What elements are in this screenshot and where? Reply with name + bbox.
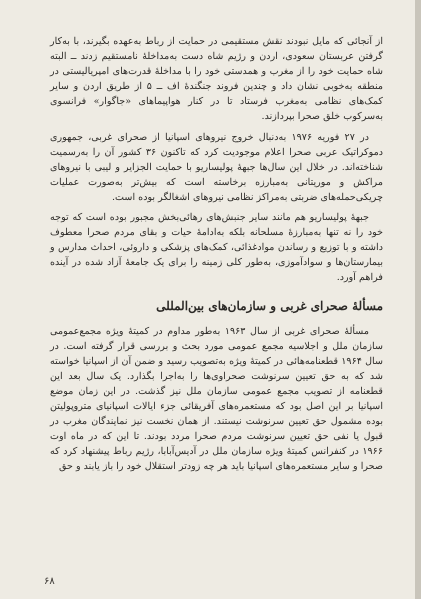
paragraph-1: از آنجائی که مایل نبودند نقش مستقیمی در حمایت از رباط به‌عهده بگیرند، با به‌کار گرفتن عربستان سعودی، اردن و رژیم شاه دست به‌مداخلهٔ نامستقیم زدند ــ البته شاه حمایت خود را از مغرب و همدستی خود را با مداخلهٔ قدرت‌های امپریالیستی در منطقه به‌خوبی نشان داد و چندین فروند جنگندهٔ اف ــ ۵ از طریق اردن و سایر کمک‌های نظامی به‌مغرب فرستاد تا در کنار هواپیماهای «جاگوار» فرانسوی به‌سرکوب خلق صحرا بپردازند. xyxy=(50,36,384,123)
page-body xyxy=(50,34,383,474)
paragraph-3: جبههٔ پولیساریو هم مانند سایر جنبش‌های رهائی‌بخش مجبور بوده است که توجه خود را نه تنها به‌مبارزهٔ مسلحانه بلکه به‌ادامهٔ حیات و بقای مردم صحرا معطوف داشته و با توزیع و رساندن موادغذائی، کمک‌های پزشکی و داروئی، احداث مدارس و بیمارستان‌ها و سوادآموزی، به‌طور کلی زمینه را برای یک جامعهٔ آزاد شده در آینده فراهم آورد. xyxy=(50,212,383,284)
section-heading: مسألهٔ صحرای غربی و سازمان‌های بین‌المللی xyxy=(156,298,383,313)
paragraph-2: در ۲۷ فوریه ۱۹۷۶ به‌دنبال خروج نیروهای اسپانیا از صحرای غربی، جمهوری دموکراتیک عربی صحرا اعلام موجودیت کرد که تاکنون ۳۶ کشور آن را به‌رسمیت شناخته‌اند. در خلال این سال‌ها جبههٔ پولیساریو با حمایت الجزایر و لیبی با نیروهای مراکش و موریتانی به‌مبارزه برخاسته است که بیش‌تر به‌صورت عملیات چریکی‌حمله‌های ضربتی به‌مراکز نظامی نیروهای اشغالگر بوده است. xyxy=(50,131,383,203)
page-number: ۶۸ xyxy=(44,576,55,587)
section-paragraph: مسألهٔ صحرای غربی از سال ۱۹۶۳ به‌طور مداوم در کمیتهٔ ویژه مجمع‌عمومی سازمان ملل و اجلاسیه مجمع عمومی مورد بحث و بررسی قرار گرفته است. در سال ۱۹۶۴ قطعنامه‌هائی در کمیتهٔ ویژه به‌تصویب رسید و ضمن آن از اسپانیا خواسته شد که به حق تعیین سرنوشت صحراوی‌ها را به‌اجرا بگذارد. یک سال بعد این قطعنامه از تصویب مجمع عمومی سازمان ملل نیز گذشت. در این زمان موضع اسپانیا بر این اصل بود که مستعمره‌های آفریقائی جزء ایالات اسپانیای متروپولیتن بوده مشمول حق تعیین سرنوشت نیستند. از همان نخست نیز نمایندگان مغرب در قبول یا نفی حق تعیین سرنوشت مردم صحرا مردد بودند. تا این که در ماه اوت ۱۹۶۶ در کنفرانس کمیتهٔ ویژه سازمان ملل در آدیس‌آبابا، رژیم رباط پیشنهاد کرد که صحرا و سایر مستعمره‌های اسپانیا باید هر چه زودتر استقلال خود را باز یابند و حق xyxy=(50,325,383,473)
